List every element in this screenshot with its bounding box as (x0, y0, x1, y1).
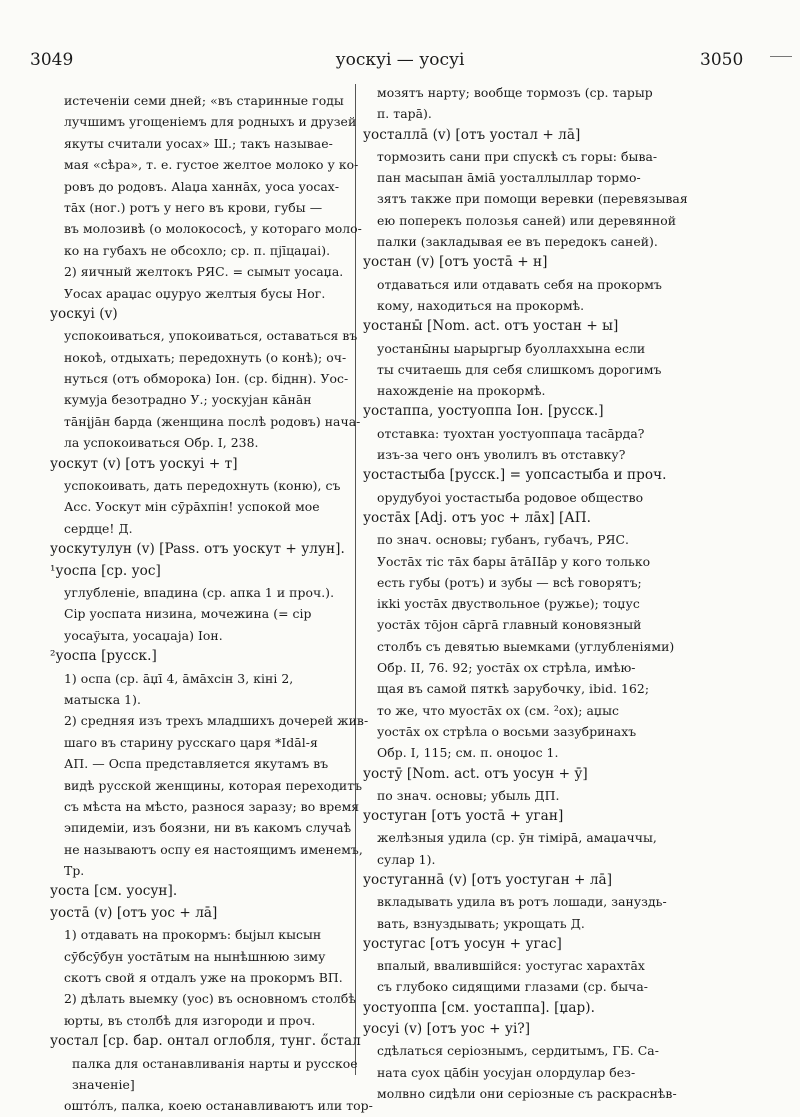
entry-headword-line: уоста [см. уосун]. (50, 883, 178, 900)
entry-headword-line: уоскуі (v) (50, 305, 118, 322)
entry-text-line: эпидеміи, изъ боязни, ни въ какомъ случаѣ (64, 820, 352, 836)
entry-text-line: якуты считали уосах» Ш.; такъ называе- (64, 135, 333, 151)
entry-text-line: ната суох цāбін уосујан олордулар без- (377, 1064, 636, 1080)
entry-text-line: по знач. основы; губанъ, губачъ, РЯС. (377, 532, 630, 548)
entry-headword-line: уосталлā (v) [отъ уостал + лā] (363, 126, 581, 143)
entry-text-line: кому, находиться на прокормѣ. (377, 297, 585, 313)
entry-text-line: нахожденіе на прокормѣ. (377, 383, 546, 399)
entry-text-line: ко на губахъ не обсохло; ср. п. пјīцаџаі). (64, 242, 331, 258)
entry-text-line: ты считаешь для себя слишкомъ дорогимъ (377, 361, 662, 377)
entry-headword-line: ²уоспа [русск.] (50, 648, 157, 665)
entry-text-line: п. тарā). (377, 106, 432, 122)
entry-text-line: не называютъ оспу ея настоящимъ именемъ, (64, 841, 363, 857)
entry-headword-line: уостан (v) [отъ уостā + н] (363, 254, 548, 271)
entry-text-line: столбъ съ девятью выемками (углубленіями) (377, 638, 675, 654)
entry-text-line: мозятъ нарту; вообще тормозъ (ср. тарыр (377, 85, 653, 100)
entry-text-line: нокоѣ, отдыхать; передохнуть (о конѣ); оч- (64, 349, 347, 365)
entry-text-line: то же, что муостāх ох (см. ²ох); аџыс (377, 702, 620, 718)
entry-text-line: тāнįјāн барда (женщина послѣ родовъ) нача- (64, 413, 361, 429)
entry-text-line: Обр. II, 76. 92; уостāх ох стрѣла, имѣю- (377, 660, 636, 676)
running-head: уоскуі — уосуі (335, 50, 465, 70)
entry-text-line: съ глубоко сидящими глазами (ср. быча- (377, 979, 649, 995)
corner-mark (770, 50, 792, 57)
entry-headword-line: уостал [ср. бар. онтал оглобля, тунг. őстал (50, 1033, 361, 1050)
entry-headword-line: уоскут (v) [отъ уоскуі + т] (50, 455, 238, 472)
entry-text-line: 1) отдавать на прокормъ: быјыл кысын (64, 927, 322, 943)
entry-text-line: 1) оспа (ср. āџī 4, āмāхсін 3, кіні 2, (64, 670, 294, 686)
entry-headword-line: ¹уоспа [ср. уос] (50, 562, 161, 579)
entry-text-line: отдаваться или отдавать себя на прокормъ (377, 276, 662, 292)
entry-headword-line: уостāх [Adj. отъ уос + лāх] [АП. (363, 509, 591, 526)
entry-headword-line: уостугас [отъ уосун + угас] (363, 935, 562, 952)
entry-text-line: Тр. (64, 863, 85, 879)
entry-text-line: уосаўыта, уосаџаја) Іон. (64, 627, 223, 643)
entry-text-line: юрты, въ столбѣ для изгороди и проч. (64, 1012, 316, 1028)
entry-headword-line: уостуган [отъ уостā + уган] (363, 808, 564, 825)
entry-text-line: зятъ также при помощи веревки (перевязывая (377, 191, 688, 207)
entry-text-line: мая «сѣра», т. е. густое желтое молоко у ко- (64, 157, 359, 173)
entry-text-line: нуться (отъ обморока) Іон. (ср. біднн). Уос- (64, 371, 349, 387)
entry-text-line: уостāх ох стрѣла о восьми зазубринахъ (377, 723, 637, 739)
entry-text-line: молвно сидѣли они серіозные съ раскраснѣв- (377, 1085, 677, 1101)
entry-headword-line: уостā (v) [отъ уос + лā] (50, 904, 218, 921)
entry-text-line: сулар 1). (377, 851, 436, 867)
entry-headword-line: уосуі (v) [отъ уос + уі?] (363, 1021, 531, 1038)
entry-text-line: оштóлъ, палка, коею останавливаютъ или тор- (64, 1098, 373, 1114)
entry-text-line: желѣзныя удила (ср. ӯн тімірā, амаџаччы, (377, 830, 657, 846)
entry-text-line: значеніе] (72, 1076, 135, 1092)
entry-text-line: щая въ самой пяткѣ зарубочку, ibid. 162; (377, 681, 650, 697)
entry-text-line: Уосах араџас оџуруо желтыя бусы Ног. (64, 285, 326, 301)
entry-text-line: отставка: туохтан уостуоппаџа тасāрда? (377, 425, 645, 441)
entry-text-line: 2) яичный желтокъ РЯС. = сымыт уосаџа. (64, 264, 344, 280)
entry-headword-line: уостуоппа [см. уостаппа]. [џар). (363, 999, 596, 1016)
entry-text-line: истеченіи семи дней; «въ старинные годы (64, 93, 344, 108)
entry-text-line: углубленіе, впадина (ср. апка 1 и проч.). (64, 584, 335, 600)
entry-text-line: 2) средняя изъ трехъ младшихъ дочерей жив- (64, 713, 369, 729)
entry-headword-line: уостаппа, уостуоппа Іон. [русск.] (363, 403, 604, 420)
entry-headword-line: уоскутулун (v) [Pass. отъ уоскут + улун]. (50, 541, 345, 558)
entry-text-line: палки (закладывая ее въ передокъ саней). (377, 234, 658, 250)
page-number-left: 3049 (30, 50, 74, 70)
entry-text-line: изъ-за чего онъ уволилъ въ отставку? (377, 447, 626, 463)
entry-headword-line: уостуганнā (v) [отъ уостуган + лā] (363, 871, 613, 888)
entry-text-line: матыска 1). (64, 691, 141, 707)
entry-text-line: уостāх тōјон сāргā главный коновязный (377, 617, 642, 633)
entry-text-line: АП. — Оспа представляется якутамъ въ (64, 756, 329, 772)
entry-text-line: орудубуоі уостастыба родовое общество (377, 489, 644, 505)
entry-text-line: 2) дѣлать выемку (уос) въ основномъ столбѣ (64, 991, 356, 1007)
entry-text-line: сердце! Д. (64, 520, 133, 536)
entry-text-line: ікkі уостāх двуствольное (ружье); тоџус (377, 596, 640, 612)
entry-text-line: ею поперекъ полозья саней) или деревянной (377, 212, 677, 228)
entry-headword-line: уостӯ [Nom. act. отъ уосун + ӯ] (363, 765, 588, 782)
entry-text-line: лучшимъ угощеніемъ для родныхъ и друзей (64, 114, 357, 130)
entry-text-line: успокоиваться, упокоиваться, оставаться въ (64, 328, 358, 344)
entry-text-line: по знач. основы; убыль ДП. (377, 787, 560, 803)
left-column (50, 90, 373, 1114)
entry-text-line: ла успокоиваться Обр. І, 238. (64, 435, 259, 451)
entry-text-line: скотъ свой я отдалъ уже на прокормъ ВП. (64, 970, 343, 986)
entry-text-line: сӯбсӯбун уостāтым на нынѣшнюю зиму (64, 948, 326, 964)
entry-text-line: впалый, ввалившійся: уостугас харахтāх (377, 958, 645, 974)
entry-text-line: успокоивать, дать передохнуть (коню), съ (64, 478, 341, 494)
entry-text-line: ровъ до родовъ. Аlаџа ханнāх, уоса уосах- (64, 178, 340, 194)
entry-text-line: Уостāх тіс тāх бары āтāІІāр у кого только (377, 553, 651, 569)
entry-text-line: палка для останавливанія нарты и русское (72, 1055, 358, 1071)
entry-text-line: пан масыпан āміā уосталлыллар тормо- (377, 170, 641, 186)
entry-text-line: въ молозивѣ (о молокососѣ, у котораго моло- (64, 221, 362, 237)
entry-text-line: тормозить сани при спускѣ съ горы: быва- (377, 148, 658, 164)
right-column (363, 82, 688, 1101)
entry-headword-line: уостастыба [русск.] = уопсастыба и проч. (363, 467, 667, 484)
page-number-right: 3050 (700, 50, 744, 70)
entry-text-line: Обр. І, 115; см. п. оноџос 1. (377, 745, 559, 761)
entry-headword-line: уостаны̄ [Nom. act. отъ уостан + ы] (363, 318, 619, 335)
page-header (0, 50, 800, 76)
entry-text-line: есть губы (ротъ) и зубы — всѣ говорятъ; (377, 574, 642, 590)
entry-text-line: вать, взнуздывать; укрощать Д. (377, 915, 585, 931)
entry-text-line: уостаны̄ны ыарыргыр буоллаххына если (377, 340, 646, 356)
entry-text-line: Асс. Уоскут мін сӯрāхпін! успокой мое (64, 499, 320, 515)
entry-text-line: видѣ русской женщины, которая переходитъ (64, 777, 363, 793)
entry-text-line: тāх (ног.) ротъ у него въ крови, губы — (64, 199, 323, 215)
entry-text-line: кумуја безотрадно У.; уоскујан кāнāн (64, 392, 312, 408)
entry-text-line: шаго въ старину русскаго царя *Іdāl-я (64, 734, 318, 750)
entry-text-line: сдѣлаться серіознымъ, сердитымъ, ГБ. Са- (377, 1043, 659, 1059)
entry-text-line: вкладывать удила въ ротъ лошади, зануздь- (377, 894, 667, 910)
entry-text-line: съ мѣста на мѣсто, разнося заразу; во время (64, 798, 360, 814)
entry-text-line: Сір уоспата низина, мочежина (= сір (64, 606, 312, 622)
